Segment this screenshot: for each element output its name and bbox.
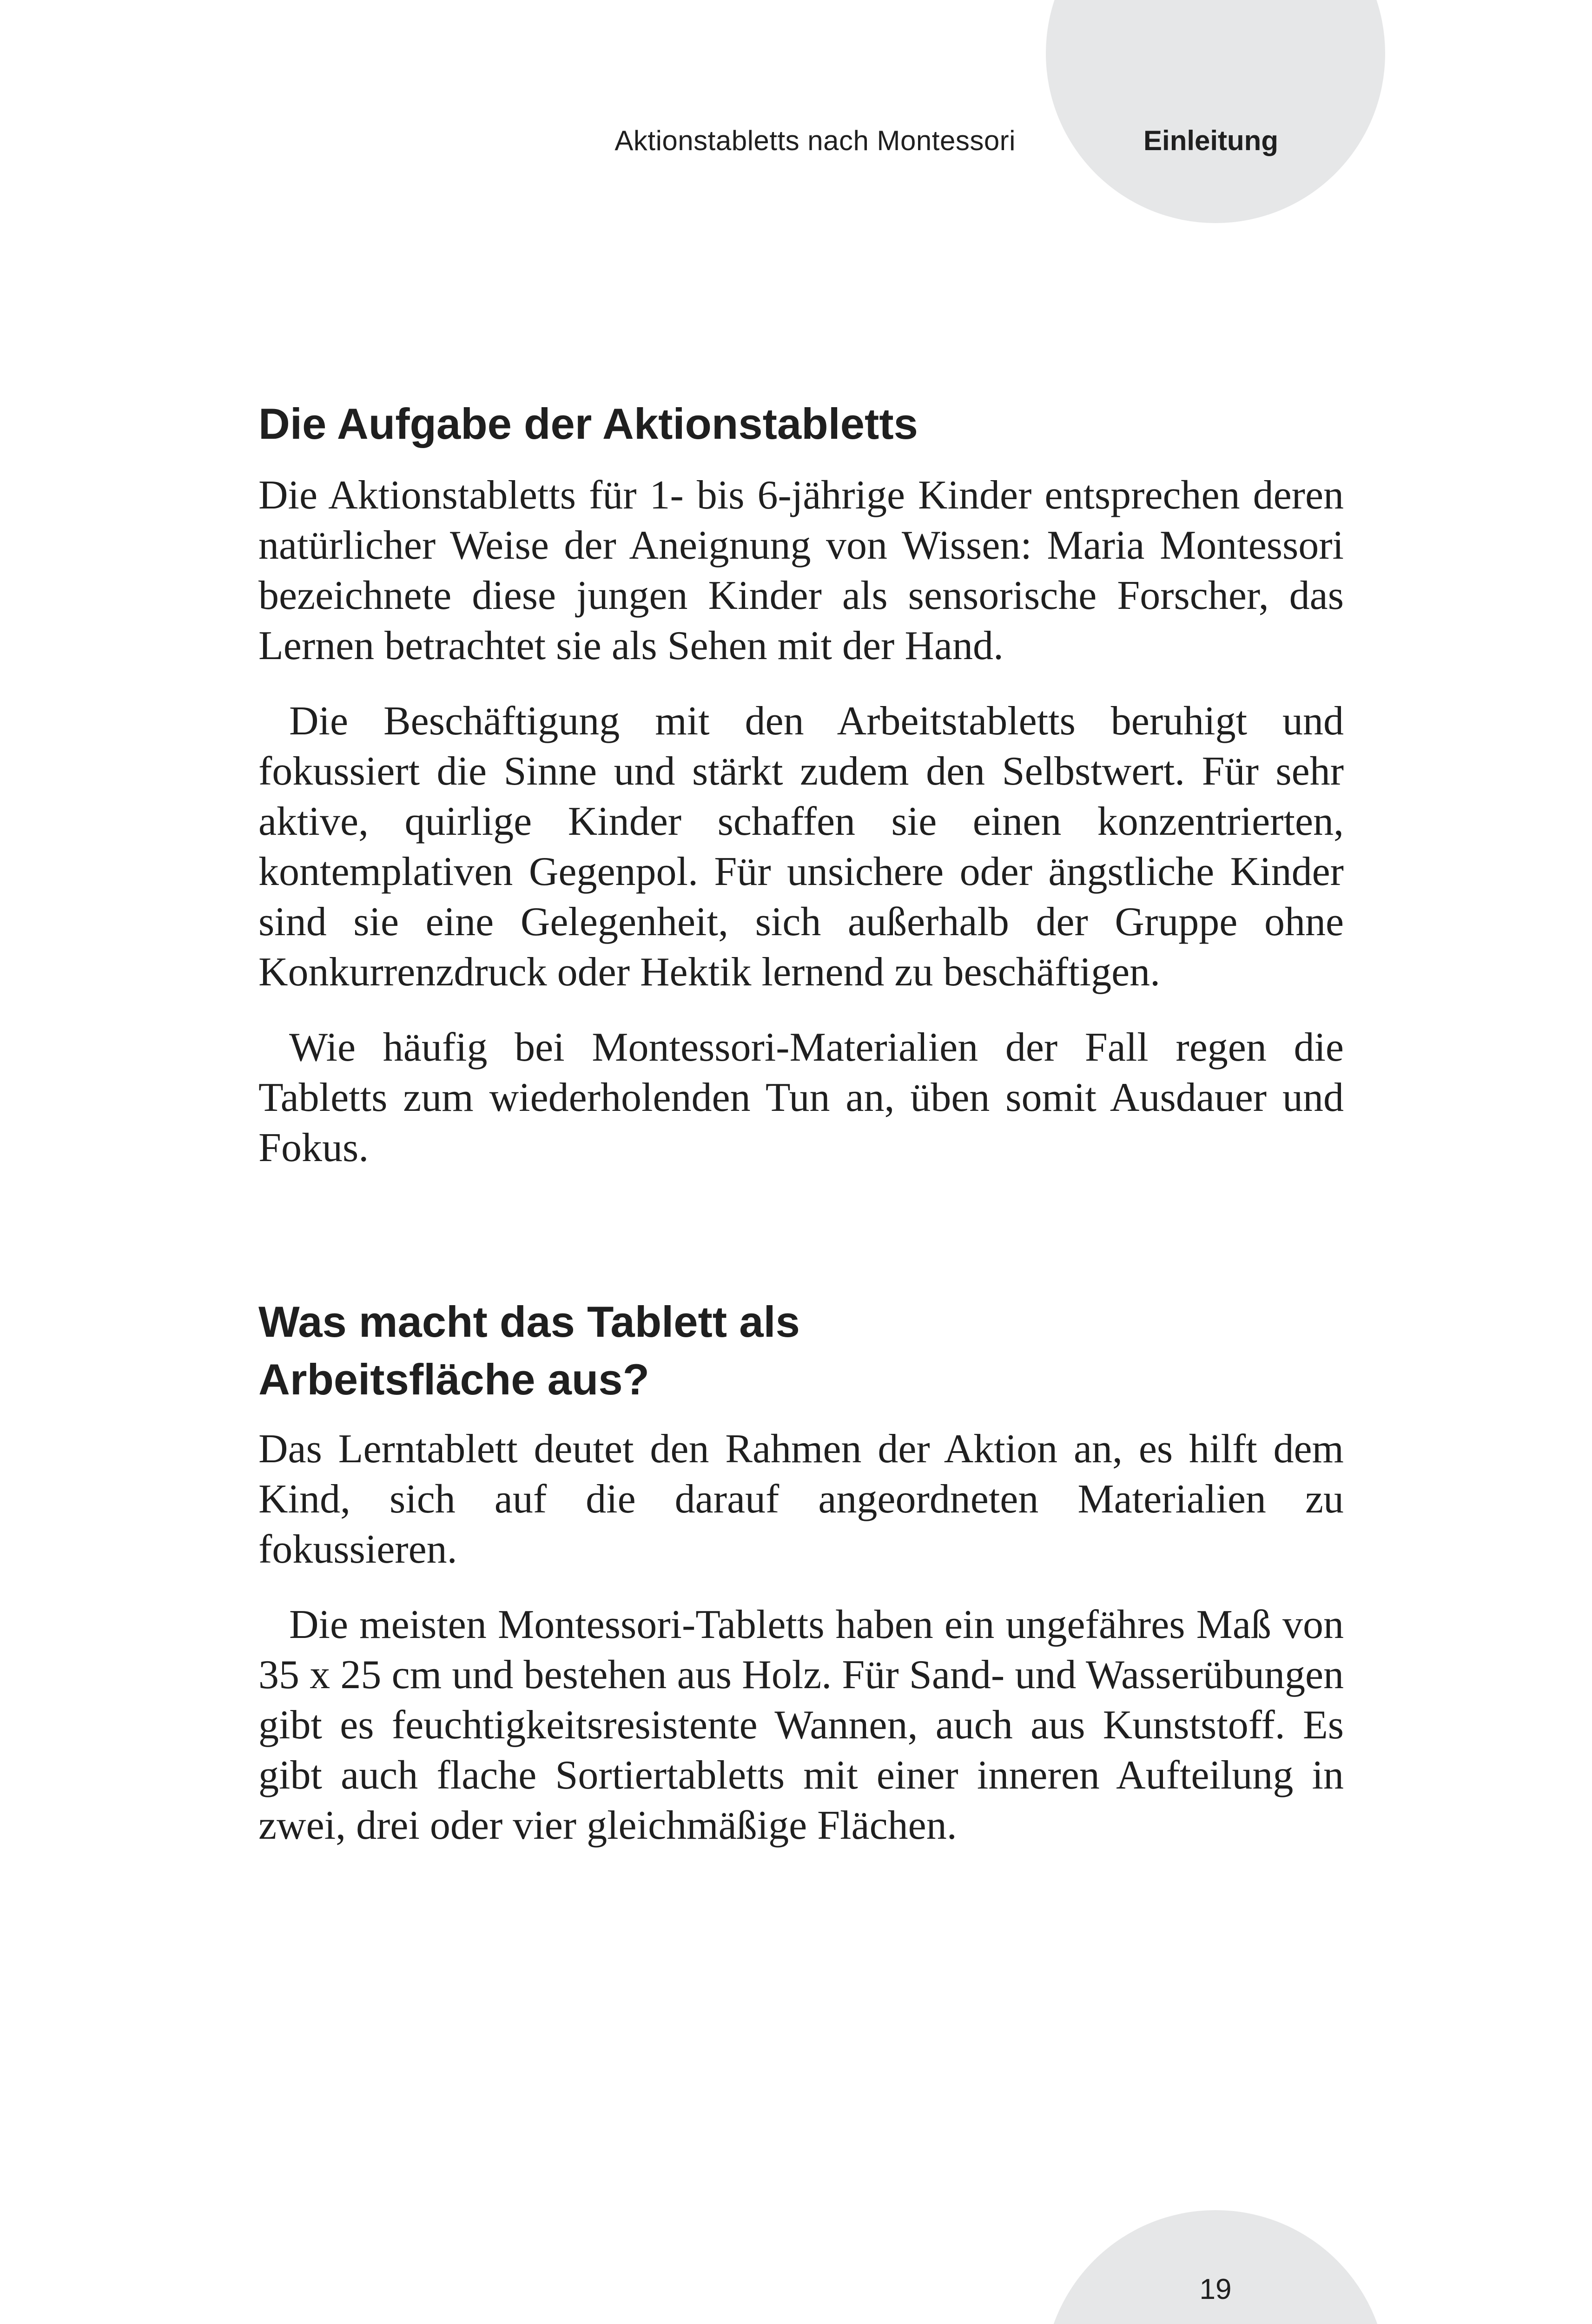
- footer-circle-decoration: [1044, 2210, 1387, 2324]
- paragraph: Die Beschäftigung mit den Arbeitstabletts beruhigt und fokussiert die Sinne und stärkt zudem den Selbstwert. Für sehr aktive, quirlige Kinder schaffen sie einen konzentrierten, kontemplativen Gegenpol. Für unsichere oder ängstliche Kinder sind sie eine Gelegenheit, sich außerhalb der Gruppe ohne Konkurrenzdruck oder Hektik lernend zu beschäftigen.: [258, 699, 1344, 995]
- running-title: Aktionstabletts nach Montessori: [614, 125, 1016, 156]
- paragraph: Das Lerntablett deutet den Rahmen der Aktion an, es hilft dem Kind, sich auf die darauf angeordneten Materialien zu fokussieren.: [258, 1426, 1344, 1572]
- section-heading-tablett: Was macht das Tablett als Arbeitsfläche aus?: [258, 1297, 800, 1404]
- section-heading-aufgabe: Die Aufgabe der Aktionstabletts: [258, 399, 918, 448]
- chapter-label: Einleitung: [1143, 125, 1278, 156]
- paragraph: Die meisten Montessori-Tabletts haben ein ungefähres Maß von 35 x 25 cm und bestehen aus Holz. Für Sand- und Wasserübungen gibt es feuchtigkeitsresistente Wannen, auch aus Kunststoff. Es gibt auch flache Sortiertabletts mit einer inneren Aufteilung in zwei, drei oder vier gleichmäßige Flächen.: [258, 1602, 1344, 1848]
- paragraph: Die Aktionstabletts für 1- bis 6-jährige Kinder entsprechen deren natürlicher Weise der Aneignung von Wissen: Maria Montessori bezeichnete diese jungen Kinder als sensorische Forscher, das Lernen betrachtet sie als Sehen mit der Hand.: [258, 473, 1344, 668]
- header-circle-decoration: [1046, 0, 1385, 223]
- page-number: 19: [1199, 2273, 1232, 2305]
- page-body: [258, 395, 1344, 1851]
- paragraph: Wie häufig bei Montessori-Materialien der Fall regen die Tabletts zum wiederholenden Tun an, üben somit Ausdauer und Fokus.: [258, 1025, 1344, 1170]
